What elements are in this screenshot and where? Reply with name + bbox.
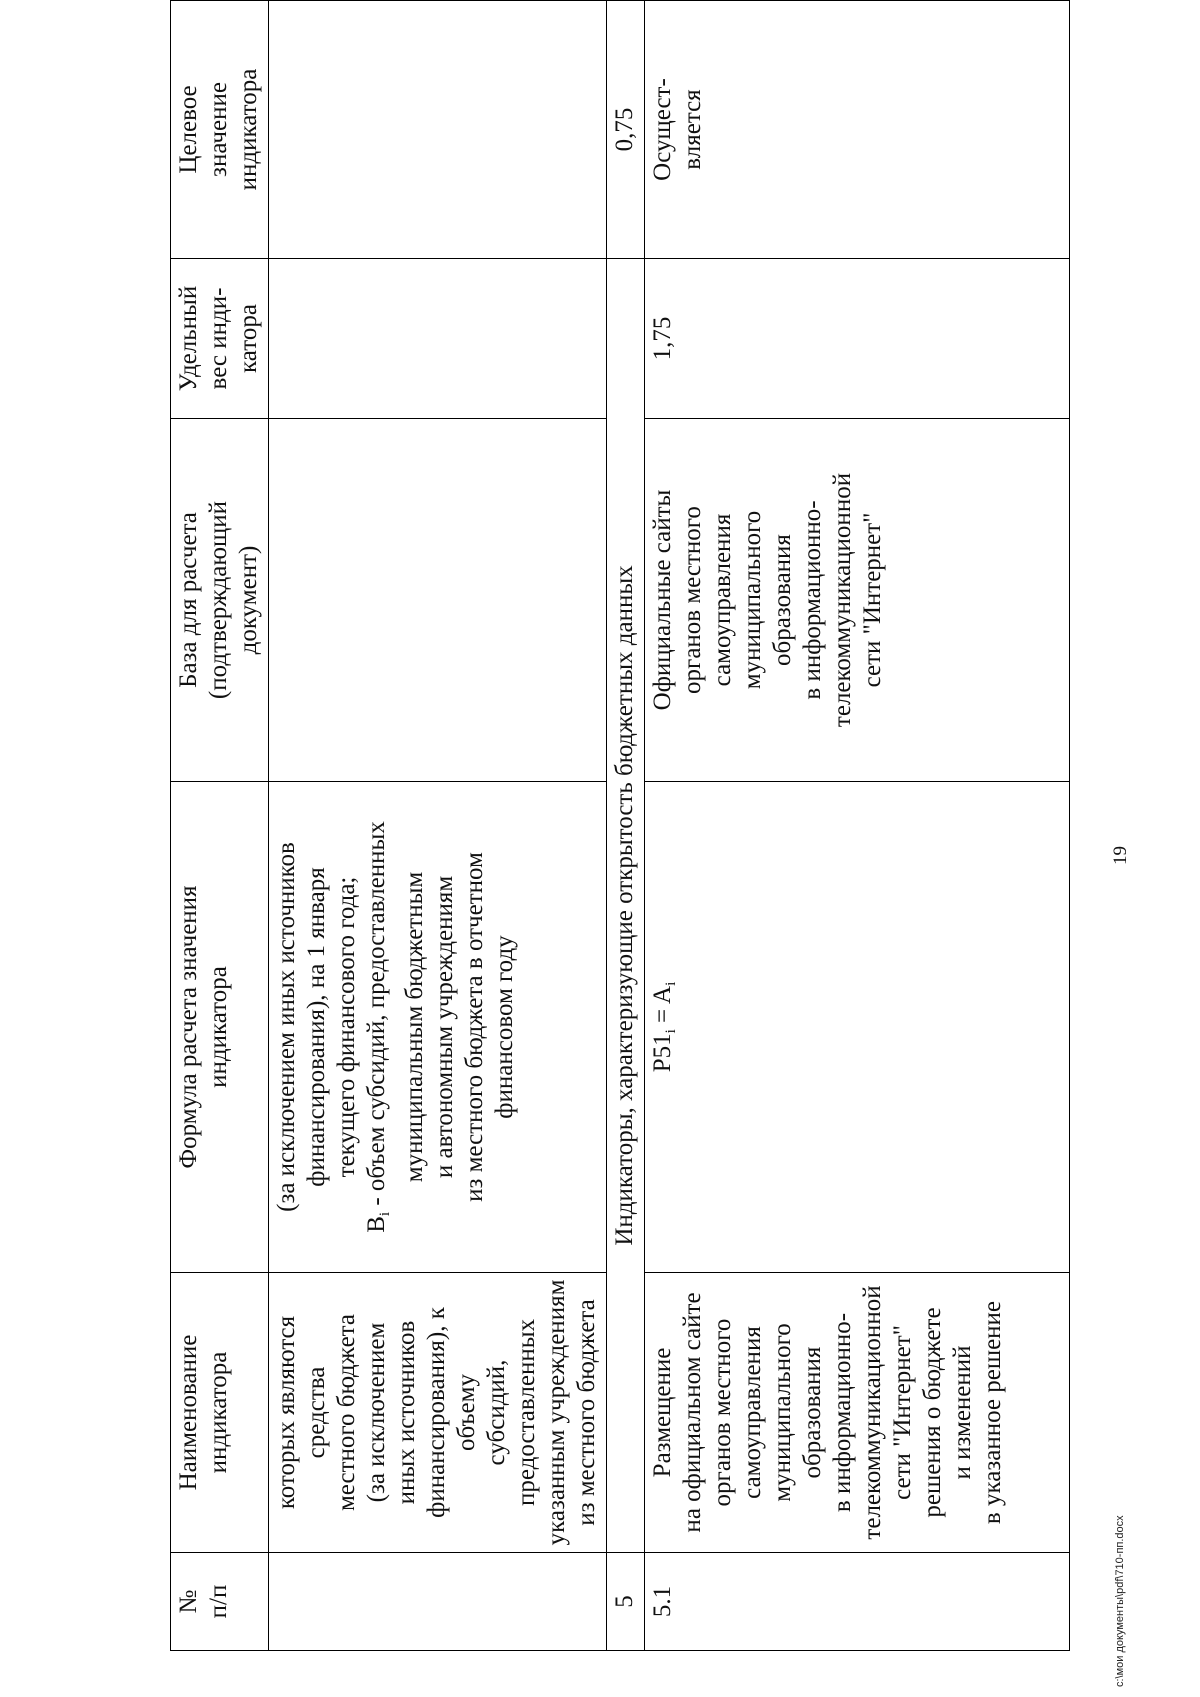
header-target: Целевое значение индикатора <box>171 1 269 259</box>
header-name: Наименование индикатора <box>171 1273 269 1553</box>
table-row-5-1 <box>645 1 1070 1651</box>
header-num: № п/п <box>171 1553 269 1651</box>
cont-name: которых являются средства местного бюджета (за исключением иных источников финансирования), к объему субсидий, предоставленных указанным учреждениям из местного бюджета <box>269 1273 607 1553</box>
cont-weight <box>269 259 607 419</box>
footer-file-path: c:\мои документы\pdf\710-пп.docx <box>1114 1515 1126 1687</box>
formula-b-definition: $B_i$ - объем субсидий, предоставленных <box>363 821 393 1233</box>
row-5-1-target: Осущест- вляется <box>645 1 1070 259</box>
indicators-table <box>170 0 1070 1651</box>
row-5-1-name: Размещение на официальном сайте органов местного самоуправления муниципального образования в информационно- телекоммуникационной сети "Интернет" решения о бюджете и изменений в указанное решение <box>645 1273 1070 1553</box>
row-5-1-base: Официальные сайты органов местного самоуправления муниципального образования в информационно- телекоммуникационной сети "Интернет" <box>645 419 1070 782</box>
cont-base <box>269 419 607 782</box>
section-5-weight: 0,75 <box>607 1 645 259</box>
header-weight: Удельный вес инди- катора <box>171 259 269 419</box>
table-row-continuation <box>269 1 607 1651</box>
section-5-title: Индикаторы, характеризующие открытость бюджетных данных <box>607 259 645 1553</box>
table-header-row <box>171 1 269 1651</box>
cont-num <box>269 1553 607 1651</box>
page-number: 19 <box>1110 846 1131 865</box>
table-row-section-5 <box>607 1 645 1651</box>
header-base: База для расчета (подтверждающий документ) <box>171 419 269 782</box>
cont-formula: (за исключением иных источников финансирования), на 1 января текущего финансового года; $B_i$ - объем субсидий, предоставленных муниципальным бюджетным и автономным учреждениям из местного бюджета в отчетном финансовом году <box>269 782 607 1273</box>
header-formula: Формула расчета значения индикатора <box>171 782 269 1273</box>
row-5-1-formula: $P51_i = A_i$ <box>645 782 1070 1273</box>
row-5-1-num: 5.1 <box>645 1553 1070 1651</box>
cont-target <box>269 1 607 259</box>
section-5-num: 5 <box>607 1553 645 1651</box>
row-5-1-weight: 1,75 <box>645 259 1070 419</box>
